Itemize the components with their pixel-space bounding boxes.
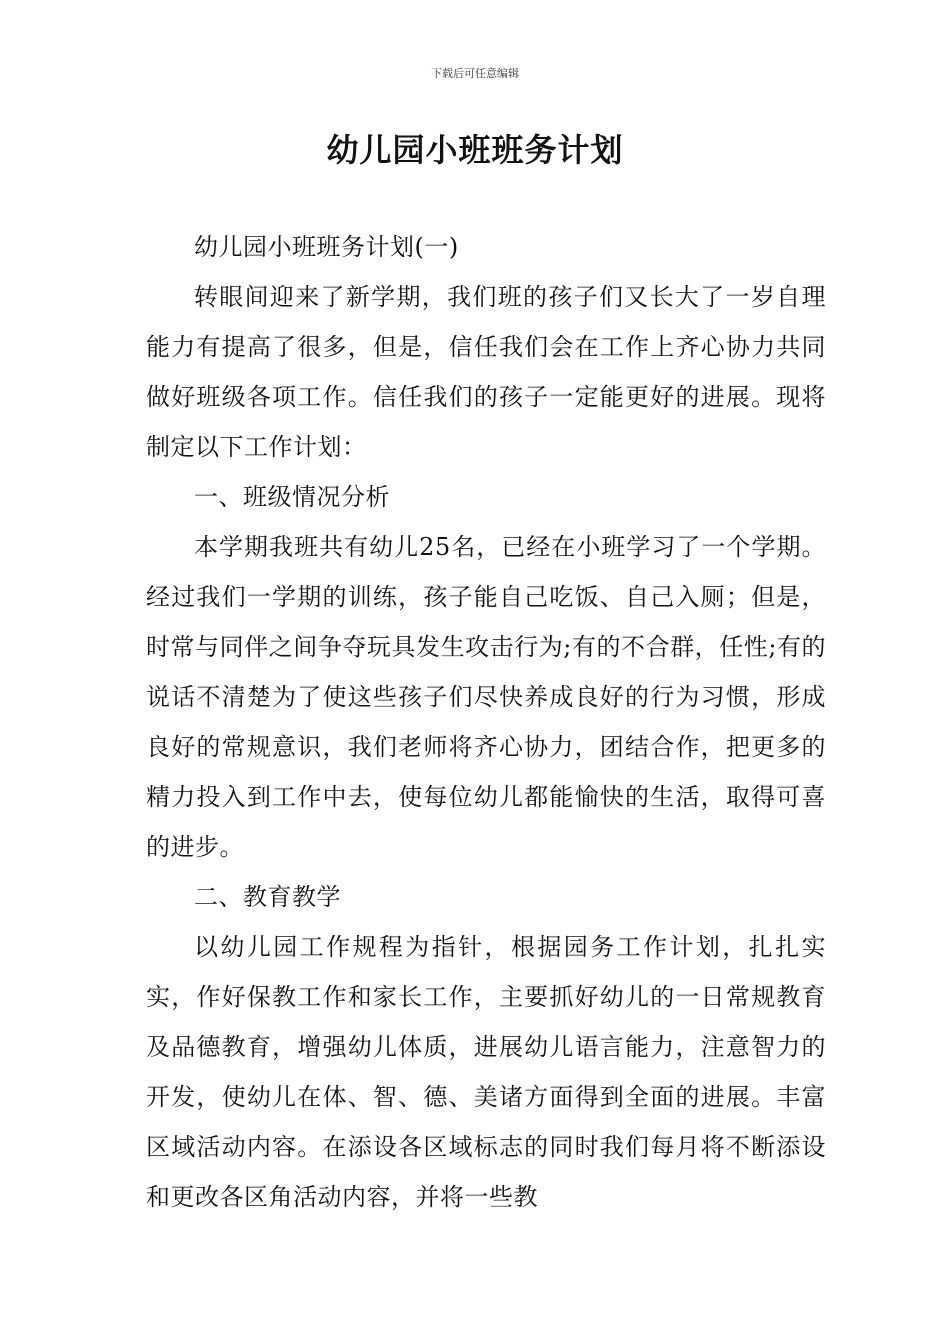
document-body <box>146 222 826 1222</box>
paragraph-education: 以幼儿园工作规程为指针，根据园务工作计划，扎扎实实，作好保教工作和家长工作，主要抓好幼儿的一日常规教育及品德教育，增强幼儿体质，进展幼儿语言能力，注意智力的开发，使幼儿在体、智、德、美诸方面得到全面的进展。丰富区域活动内容。在添设各区域标志的同时我们每月将不断添设和更改各区角活动内容，并将一些教 <box>146 933 826 1211</box>
document-title: 幼儿园小班班务计划 <box>326 131 624 169</box>
paragraph-intro: 转眼间迎来了新学期，我们班的孩子们又长大了一岁自理能力有提高了很多，但是，信任我们会在工作上齐心协力共同做好班级各项工作。信任我们的孩子一定能更好的进展。现将制定以下工作计划： <box>146 283 826 461</box>
header-note: 下载后可任意编辑 <box>431 67 519 80</box>
section-subtitle: 幼儿园小班班务计划(一) <box>194 233 459 261</box>
paragraph-class-analysis: 本学期我班共有幼儿25名，已经在小班学习了一个学期。经过我们一学期的训练，孩子能自己吃饭、自己入厕；但是，时常与同伴之间争夺玩具发生攻击行为;有的不合群，任性;有的说话不清楚为了使这些孩子们尽快养成良好的行为习惯，形成良好的常规意识，我们老师将齐心协力，团结合作，把更多的精力投入到工作中去，使每位幼儿都能愉快的生活，取得可喜的进步。 <box>146 533 826 861</box>
section-heading-2: 二、教育教学 <box>194 883 341 911</box>
section-heading-1: 一、班级情况分析 <box>194 483 390 511</box>
